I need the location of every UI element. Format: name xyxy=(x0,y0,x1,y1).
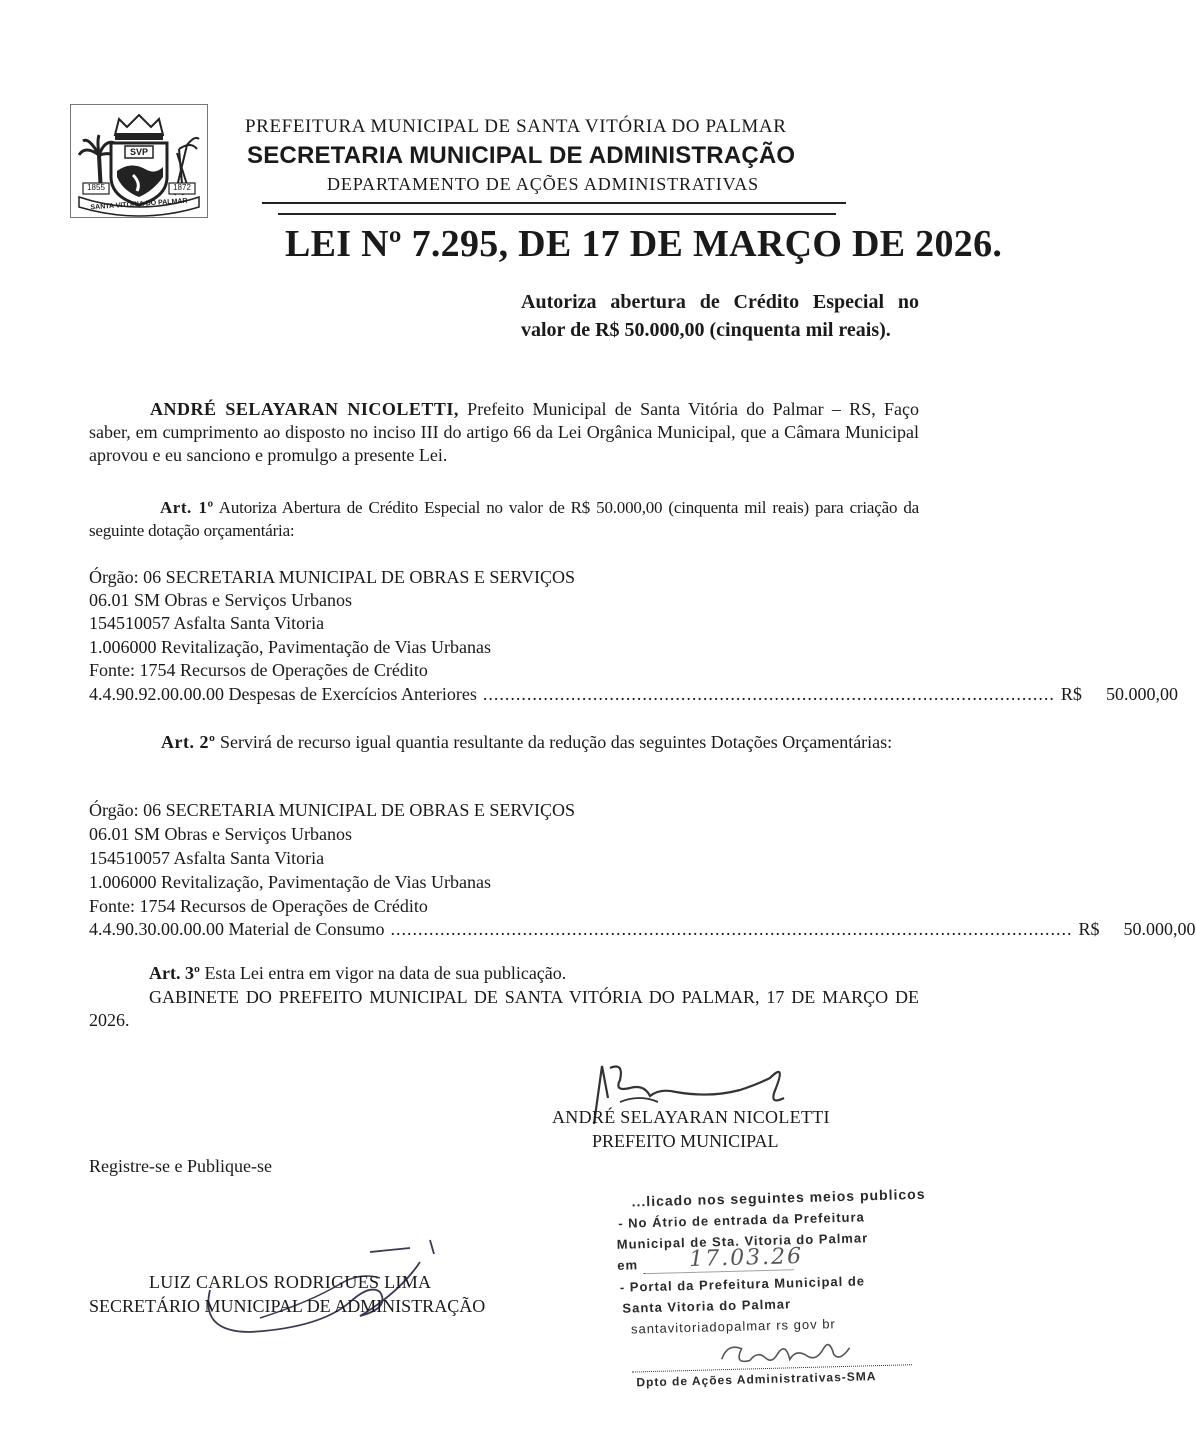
municipality-heading: PREFEITURA MUNICIPAL DE SANTA VITÓRIA DO PALMAR xyxy=(245,116,787,137)
secretary-role: SECRETÁRIO MUNICIPAL DE ADMINISTRAÇÃO xyxy=(89,1296,486,1316)
article-1-text: Autoriza Abertura de Crédito Especial no valor de R$ 50.000,00 (cinquenta mil reais) para criação da seguinte dotação orçamentária: xyxy=(89,498,919,540)
art1-expense-item: 4.4.90.92.00.00.00 Despesas de Exercícios Anteriores xyxy=(89,684,477,704)
article-1-paragraph xyxy=(89,496,919,542)
art1-expense-row xyxy=(89,683,1178,706)
art1-source-line: Fonte: 1754 Recursos de Operações de Crédito xyxy=(89,660,428,680)
stamp-line: Municipal de Sta. Vitoria do Palmar xyxy=(616,1230,869,1252)
art1-program-line: 154510057 Asfalta Santa Vitoria xyxy=(89,613,325,633)
leader-dots: ........................................................................................................ xyxy=(482,684,1055,704)
art2-unit-line: 06.01 SM Obras e Serviços Urbanos xyxy=(89,824,352,844)
art2-source-line: Fonte: 1754 Recursos de Operações de Crédito xyxy=(89,896,428,916)
seal-motto: SANTA VITÓRIA DO PALMAR xyxy=(90,197,188,212)
preamble-paragraph xyxy=(89,398,919,467)
art1-expense-value: 50.000,00 xyxy=(1105,684,1178,704)
art2-organ-line: Órgão: 06 SECRETARIA MUNICIPAL DE OBRAS E SERVIÇOS xyxy=(89,800,575,820)
article-3-label: Art. 3º xyxy=(149,963,200,983)
stamp-line: em xyxy=(617,1257,639,1273)
mayor-name: ANDRÉ SELAYARAN NICOLETTI xyxy=(552,1107,830,1127)
article-2-text: Servirá de recurso igual quantia resultante da redução das seguintes Dotações Orçamentárias: xyxy=(215,732,893,752)
art2-expense-currency: R$ xyxy=(1078,919,1100,939)
stamp-handwritten-date: 17.03.26 xyxy=(688,1244,804,1272)
secretariat-heading: SECRETARIA MUNICIPAL DE ADMINISTRAÇÃO xyxy=(247,142,796,169)
article-2-paragraph xyxy=(89,731,919,754)
stamp-footer: Dpto de Ações Administrativas-SMA xyxy=(636,1369,877,1390)
department-heading: DEPARTAMENTO DE AÇÕES ADMINISTRATIVAS xyxy=(327,174,759,194)
art2-expense-row xyxy=(89,918,1196,941)
art2-expense-item: 4.4.90.30.00.00.00 Material de Consumo xyxy=(89,919,385,939)
seal-shield-mark: SVP xyxy=(129,147,148,157)
seal-year-right: 1872 xyxy=(173,183,191,192)
stamp-line: - No Átrio de entrada da Prefeitura xyxy=(618,1209,865,1231)
art1-unit-line: 06.01 SM Obras e Serviços Urbanos xyxy=(89,590,352,610)
article-3-line xyxy=(149,962,566,985)
stamp-line: ...licado nos seguintes meios publicos xyxy=(631,1185,926,1210)
closing-paragraph: GABINETE DO PREFEITO MUNICIPAL DE SANTA VITÓRIA DO PALMAR, 17 DE MARÇO DE 2026. xyxy=(89,987,919,1030)
stamp-line: santavitoriadopalmar rs gov br xyxy=(630,1316,836,1337)
stamp-line: - Portal da Prefeitura Municipal de xyxy=(619,1273,866,1295)
article-3-text: Esta Lei entra em vigor na data de sua publicação. xyxy=(199,963,567,983)
publication-stamp xyxy=(613,1185,926,1394)
register-publish-note: Registre-se e Publique-se xyxy=(89,1156,272,1176)
preamble-text: Prefeito Municipal de Santa Vitória do Palmar – RS, Faço saber, em cumprimento ao disposto no inciso III do artigo 66 da Lei Orgânica Municipal, que a Câmara Municipal aprovou e eu sanciono e promulgo a presente Lei. xyxy=(89,399,920,465)
article-1-label: Art. 1º xyxy=(160,498,214,517)
art2-expense-value: 50.000,00 xyxy=(1123,919,1196,939)
law-title: LEI Nº 7.295, DE 17 DE MARÇO DE 2026. xyxy=(285,223,1003,265)
article-2-label: Art. 2º xyxy=(161,732,216,752)
coat-of-arms-seal xyxy=(70,104,208,218)
law-summary: Autoriza abertura de Crédito Especial no valor de R$ 50.000,00 (cinquenta mil reais). xyxy=(521,291,919,341)
header-divider xyxy=(278,213,836,215)
mayor-role: PREFEITO MUNICIPAL xyxy=(592,1131,779,1151)
mayor-name-inline: ANDRÉ SELAYARAN NICOLETTI, xyxy=(150,399,459,419)
art2-program-line: 154510057 Asfalta Santa Vitoria xyxy=(89,848,325,868)
art2-action-line: 1.006000 Revitalização, Pavimentação de Vias Urbanas xyxy=(89,872,491,892)
art1-expense-currency: R$ xyxy=(1060,684,1082,704)
seal-year-left: 1855 xyxy=(87,183,105,192)
art1-organ-line: Órgão: 06 SECRETARIA MUNICIPAL DE OBRAS E SERVIÇOS xyxy=(89,567,575,587)
header-divider xyxy=(262,202,846,204)
stamp-line: Santa Vitoria do Palmar xyxy=(622,1296,792,1316)
art1-action-line: 1.006000 Revitalização, Pavimentação de Vias Urbanas xyxy=(89,637,491,657)
leader-dots: ............................................................................................................................ xyxy=(390,919,1073,939)
secretary-name: LUIZ CARLOS RODRIGUES LIMA xyxy=(149,1272,432,1292)
